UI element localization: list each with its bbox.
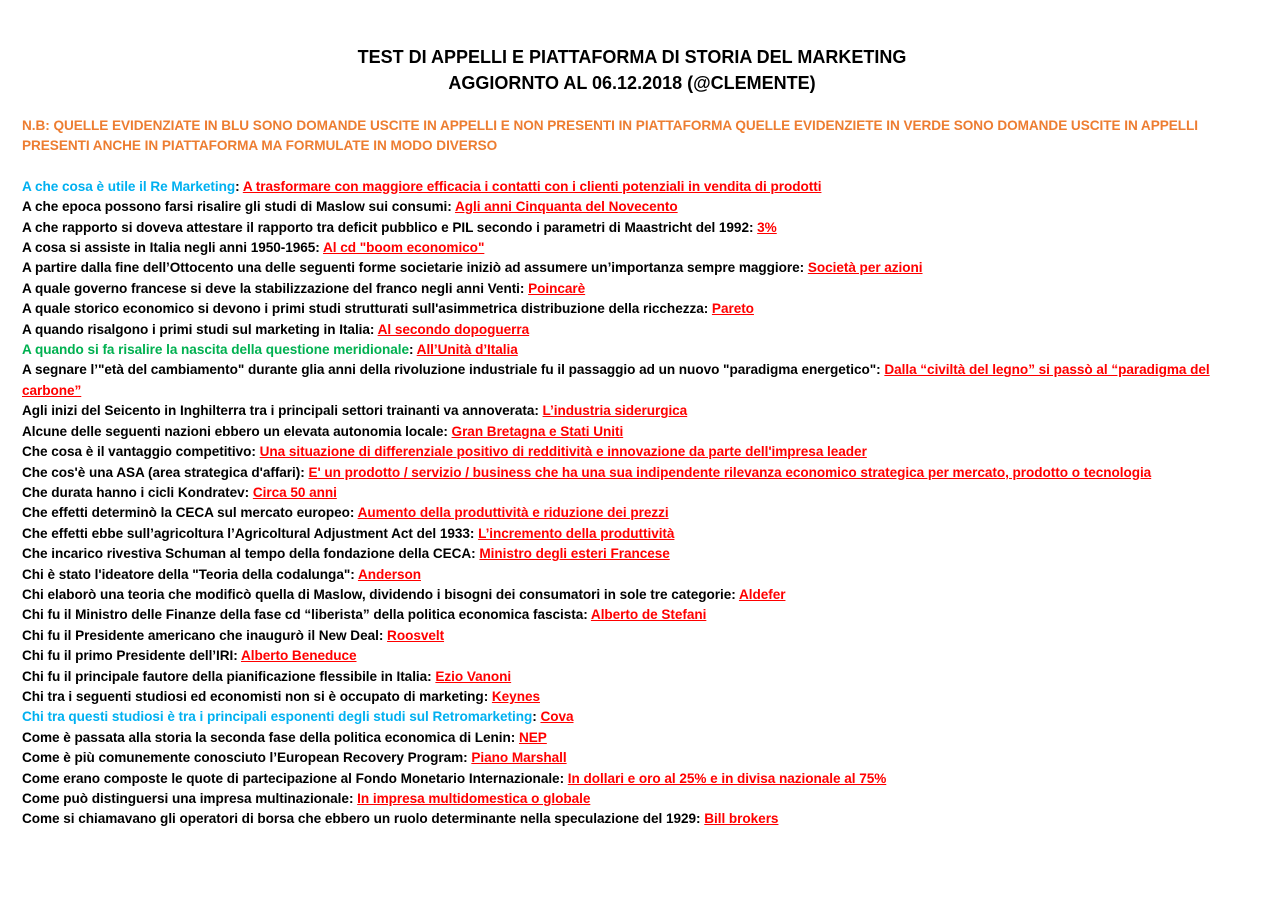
question-answer-item [22, 340, 1242, 360]
question-text: Chi fu il Ministro delle Finanze della fase cd “liberista” della politica economica fascista [22, 607, 584, 623]
question-separator: : [235, 178, 243, 194]
question-separator: : [350, 566, 358, 582]
answer-text: Al secondo dopoguerra [377, 321, 530, 337]
question-separator: : [427, 668, 436, 684]
question-answer-item [22, 605, 1242, 625]
answer-text: In dollari e oro al 25% e in divisa nazionale al 75% [567, 770, 887, 786]
question-answer-list [22, 177, 1242, 830]
answer-text: Cova [540, 709, 574, 725]
question-answer-item [22, 789, 1242, 809]
question-answer-item [22, 809, 1242, 829]
question-text: A partire dalla fine dell’Ottocento una delle seguenti forme societarie iniziò ad assumere un’importanza sempre maggiore [22, 260, 800, 276]
highlight-legend-note: N.B: QUELLE EVIDENZIATE IN BLU SONO DOMANDE USCITE IN APPELLI E NON PRESENTI IN PIATTAFORMA QUELLE EVIDENZIETE IN VERDE SONO DOMANDE USCITE IN APPELLI PRESENTI ANCHE IN PIATTAFORMA MA FORMULATE IN MODO DIVERSO [22, 118, 1198, 154]
question-separator: : [315, 240, 323, 256]
question-answer-item [22, 503, 1242, 523]
answer-text: Pareto [711, 301, 754, 317]
question-text: Agli inizi del Seicento in Inghilterra tra i principali settori trainanti va annoverata [22, 403, 535, 419]
question-text: Come può distinguersi una impresa multinazionale [22, 791, 349, 806]
question-separator: : [244, 484, 253, 500]
question-separator: : [510, 729, 519, 745]
answer-text: Bill brokers [704, 811, 779, 827]
question-separator: : [534, 403, 543, 419]
question-separator: : [696, 811, 705, 827]
question-answer-item [22, 565, 1242, 585]
question-text: A quando risalgono i primi studi sul marketing in Italia [22, 321, 370, 337]
question-answer-item [22, 442, 1242, 462]
question-separator: : [471, 546, 480, 562]
document-page [22, 44, 1242, 830]
question-answer-item [22, 544, 1242, 564]
answer-text: 3% [757, 219, 777, 235]
question-answer-item [22, 422, 1242, 442]
question-text: A che cosa è utile il Re Marketing [22, 178, 236, 194]
question-separator: : [731, 586, 739, 602]
question-text: Che effetti ebbe sull’agricoltura l’Agricoltural Adjustment Act del 1933 [22, 525, 470, 541]
question-separator: : [483, 688, 492, 704]
title-line-2: AGGIORNTO AL 06.12.2018 (@CLEMENTE) [448, 73, 816, 93]
question-text: A cosa si assiste in Italia negli anni 1950-1965 [22, 240, 316, 256]
question-separator: : [369, 321, 378, 337]
question-answer-item [22, 360, 1242, 401]
answer-text: L’industria siderurgica [542, 403, 688, 419]
question-text: Chi tra i seguenti studiosi ed economisti non si è occupato di marketing [22, 688, 484, 704]
question-text: Chi fu il primo Presidente dell’IRI [22, 648, 234, 664]
question-separator: : [519, 280, 529, 296]
question-separator: : [748, 219, 758, 235]
question-separator: : [559, 770, 568, 786]
question-answer-item [22, 524, 1242, 544]
question-separator: : [469, 525, 479, 541]
answer-text: Piano Marshall [471, 750, 567, 766]
question-answer-item [22, 748, 1242, 768]
answer-text: Poincarè [528, 280, 586, 296]
question-answer-item [22, 667, 1242, 687]
question-answer-item [22, 585, 1242, 605]
question-separator: : [703, 301, 712, 317]
answer-text: Gran Bretagna e Stati Uniti [451, 423, 624, 439]
question-text: Come è passata alla storia la seconda fase della politica economica di Lenin [22, 729, 511, 745]
question-answer-item [22, 626, 1242, 646]
answer-text: Anderson [357, 566, 421, 582]
question-answer-item [22, 646, 1242, 666]
document-title [22, 44, 1242, 96]
answer-text: L’incremento della produttività [478, 525, 675, 541]
answer-text: Una situazione di differenziale positivo di redditività e innovazione da parte dell'impresa leader [259, 444, 867, 460]
answer-text: Società per azioni [807, 260, 923, 276]
question-answer-item [22, 279, 1242, 299]
answer-text: Agli anni Cinquanta del Novecento [454, 199, 678, 215]
question-text: Che cosa è il vantaggio competitivo [22, 444, 252, 460]
question-answer-item [22, 769, 1242, 789]
question-separator: : [408, 342, 417, 358]
answer-text: A trasformare con maggiore efficacia i contatti con i clienti potenziali in vendita di prodotti [242, 178, 822, 194]
question-answer-item [22, 197, 1242, 217]
question-separator: : [349, 505, 358, 521]
question-text: A quale storico economico si devono i primi studi strutturati sull'asimmetrica distribuzione della ricchezza [22, 301, 704, 317]
question-answer-item [22, 320, 1242, 340]
question-text: Come erano composte le quote di partecipazione al Fondo Monetario Internazionale [22, 770, 560, 786]
question-answer-item [22, 218, 1242, 238]
answer-text: Aumento della produttività e riduzione dei prezzi [357, 505, 669, 521]
answer-text: Aldefer [738, 586, 786, 602]
question-separator: : [463, 750, 472, 766]
question-separator: : [876, 362, 885, 378]
question-answer-item [22, 299, 1242, 319]
answer-text: All’Unità d’Italia [416, 342, 518, 358]
question-text: Chi fu il principale fautore della pianificazione flessibile in Italia [22, 668, 428, 684]
question-text: Che incarico rivestiva Schuman al tempo della fondazione della CECA [22, 546, 472, 562]
question-answer-item [22, 258, 1242, 278]
answer-text: Keynes [491, 688, 540, 704]
question-text: Che effetti determinò la CECA sul mercato europeo [22, 505, 350, 521]
question-text: A quale governo francese si deve la stabilizzazione del franco negli anni Venti [22, 280, 520, 296]
question-answer-item [22, 238, 1242, 258]
answer-text: NEP [519, 729, 547, 745]
answer-text: Roosvelt [387, 627, 445, 643]
question-text: Che cos'è una ASA (area strategica d'affari) [22, 464, 301, 480]
answer-text: Dalla “civiltà del legno” si passò al “paradigma del carbone” [22, 362, 1210, 398]
question-answer-item [22, 401, 1242, 421]
answer-text: Alberto de Stefani [590, 607, 707, 623]
question-answer-item [22, 707, 1242, 727]
question-answer-item [22, 483, 1242, 503]
question-answer-item [22, 728, 1242, 748]
question-text: Come è più comunemente conosciuto l’European Recovery Program [22, 750, 464, 766]
question-separator: : [378, 627, 388, 643]
question-separator: : [532, 709, 541, 725]
answer-text: In impresa multidomestica o globale [357, 791, 591, 806]
question-separator: : [251, 444, 260, 460]
question-separator: : [300, 464, 309, 480]
question-separator: : [447, 199, 455, 215]
question-text: A segnare l’"età del cambiamento" durante glia anni della rivoluzione industriale fu il passaggio ad un nuovo "paradigma energetico" [22, 362, 877, 378]
question-text: Che durata hanno i cicli Kondratev [22, 484, 245, 500]
question-text: Come si chiamavano gli operatori di borsa che ebbero un ruolo determinante nella speculazione del 1929 [22, 811, 697, 827]
question-answer-item [22, 177, 1242, 197]
answer-text: Alberto Beneduce [240, 648, 357, 664]
answer-text: Ezio Vanoni [435, 668, 512, 684]
question-answer-item [22, 463, 1242, 483]
question-text: Chi elaborò una teoria che modificò quella di Maslow, dividendo i bisogni dei consumatori in sole tre categorie [22, 586, 732, 602]
question-separator: : [799, 260, 808, 276]
answer-text: Al cd "boom economico" [323, 240, 485, 256]
answer-text: E' un prodotto / servizio / business che ha una sua indipendente rilevanza economico strategica per mercato, prodotto o tecnologia [308, 464, 1152, 480]
question-text: A quando si fa risalire la nascita della questione meridionale [22, 342, 409, 358]
question-text: A che epoca possono farsi risalire gli studi di Maslow sui consumi [22, 199, 448, 215]
question-text: Chi è stato l'ideatore della "Teoria della codalunga" [22, 566, 351, 582]
question-answer-item [22, 687, 1242, 707]
question-separator: : [348, 791, 358, 806]
question-separator: : [443, 423, 452, 439]
question-separator: : [583, 607, 591, 623]
title-line-1: TEST DI APPELLI E PIATTAFORMA DI STORIA DEL MARKETING [357, 47, 907, 67]
question-text: A che rapporto si doveva attestare il rapporto tra deficit pubblico e PIL secondo i parametri di Maastricht del 1992 [22, 219, 749, 235]
question-text: Alcune delle seguenti nazioni ebbero un elevata autonomia locale [22, 423, 444, 439]
answer-text: Ministro degli esteri Francese [479, 546, 670, 562]
question-separator: : [233, 648, 241, 664]
question-text: Chi tra questi studiosi è tra i principali esponenti degli studi sul Retromarketing [22, 709, 533, 725]
answer-text: Circa 50 anni [252, 484, 337, 500]
question-text: Chi fu il Presidente americano che inaugurò il New Deal [22, 627, 379, 643]
